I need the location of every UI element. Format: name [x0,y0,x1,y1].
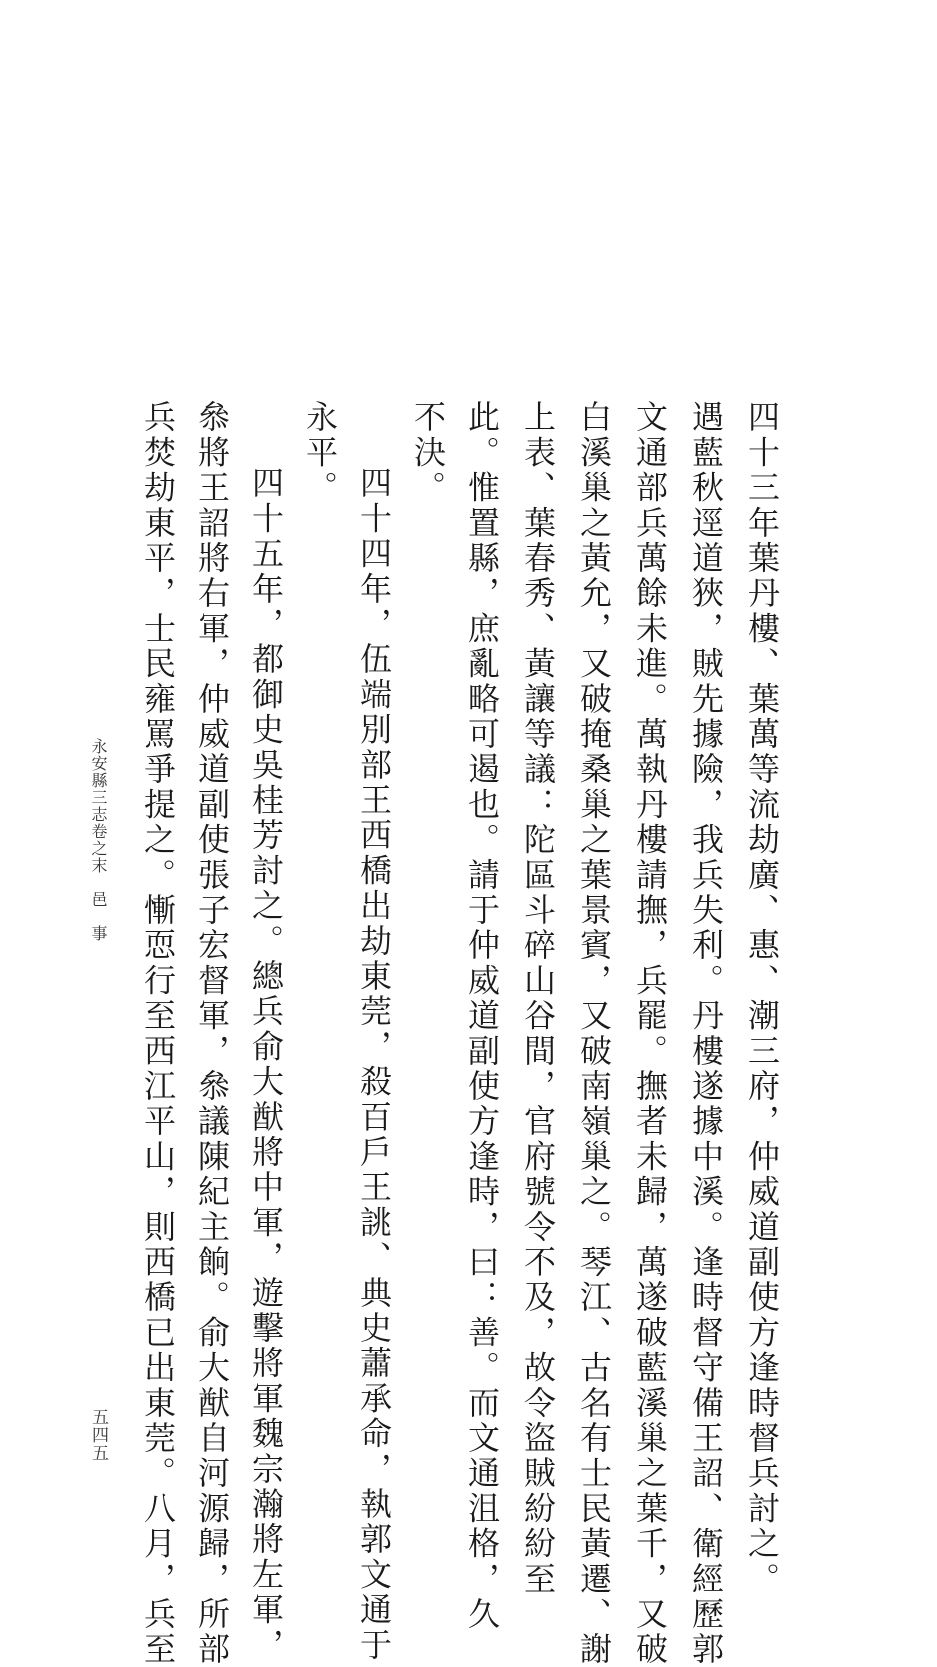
text-column-2: 遇藍秋逕道狹，賊先據險，我兵失利。丹樓遂據中溪。逢時督守備王詔、衛經歷郭 [687,400,725,1667]
text-column-11: 叅將王詔將右軍，仲威道副使張子宏督軍，叅議陳紀主餉。俞大猷自河源歸，所部 [193,400,231,1667]
text-column-12: 兵焚劫東平，士民雍罵爭提之。慚恧行至西江平山，則西橋已出東莞。八月，兵至 [139,400,177,1667]
text-column-3: 文通部兵萬餘未進。萬執丹樓請撫，兵罷。撫者未歸，萬遂破藍溪巢之葉千，又破 [631,400,669,1667]
page-number: 五四五 [88,1408,108,1462]
text-column-1: 四十三年葉丹樓、葉萬等流劫廣、惠、潮三府，仲威道副使方逢時督兵討之。 [743,400,781,1597]
text-column-5: 上表、葉春秀、黃讓等議：陀區斗碎山谷間，官府號令不及，故令盜賊紛紛至 [519,400,557,1597]
book-title-footer: 永安縣三志卷之末 邑 事 [89,738,108,942]
text-column-9: 永平。 [301,400,339,506]
text-column-4: 白溪巢之黃允，又破掩桑巢之葉景賓，又破南嶺巢之。琴江、古名有士民黃遷、謝 [575,400,613,1667]
text-column-8: 四十四年，伍端別部王西橋出劫東莞，殺百戶王誂、典史蕭承命，執郭文通于 [355,466,393,1663]
text-column-7: 不決。 [409,400,447,506]
text-column-6: 此。惟置縣，庶亂略可遏也。請于仲威道副使方逢時，曰：善。而文通沮格，久 [463,400,501,1632]
text-column-10: 四十五年，都御史吳桂芳討之。總兵俞大猷將中軍，遊擊將軍魏宗瀚將左軍， [247,466,285,1663]
